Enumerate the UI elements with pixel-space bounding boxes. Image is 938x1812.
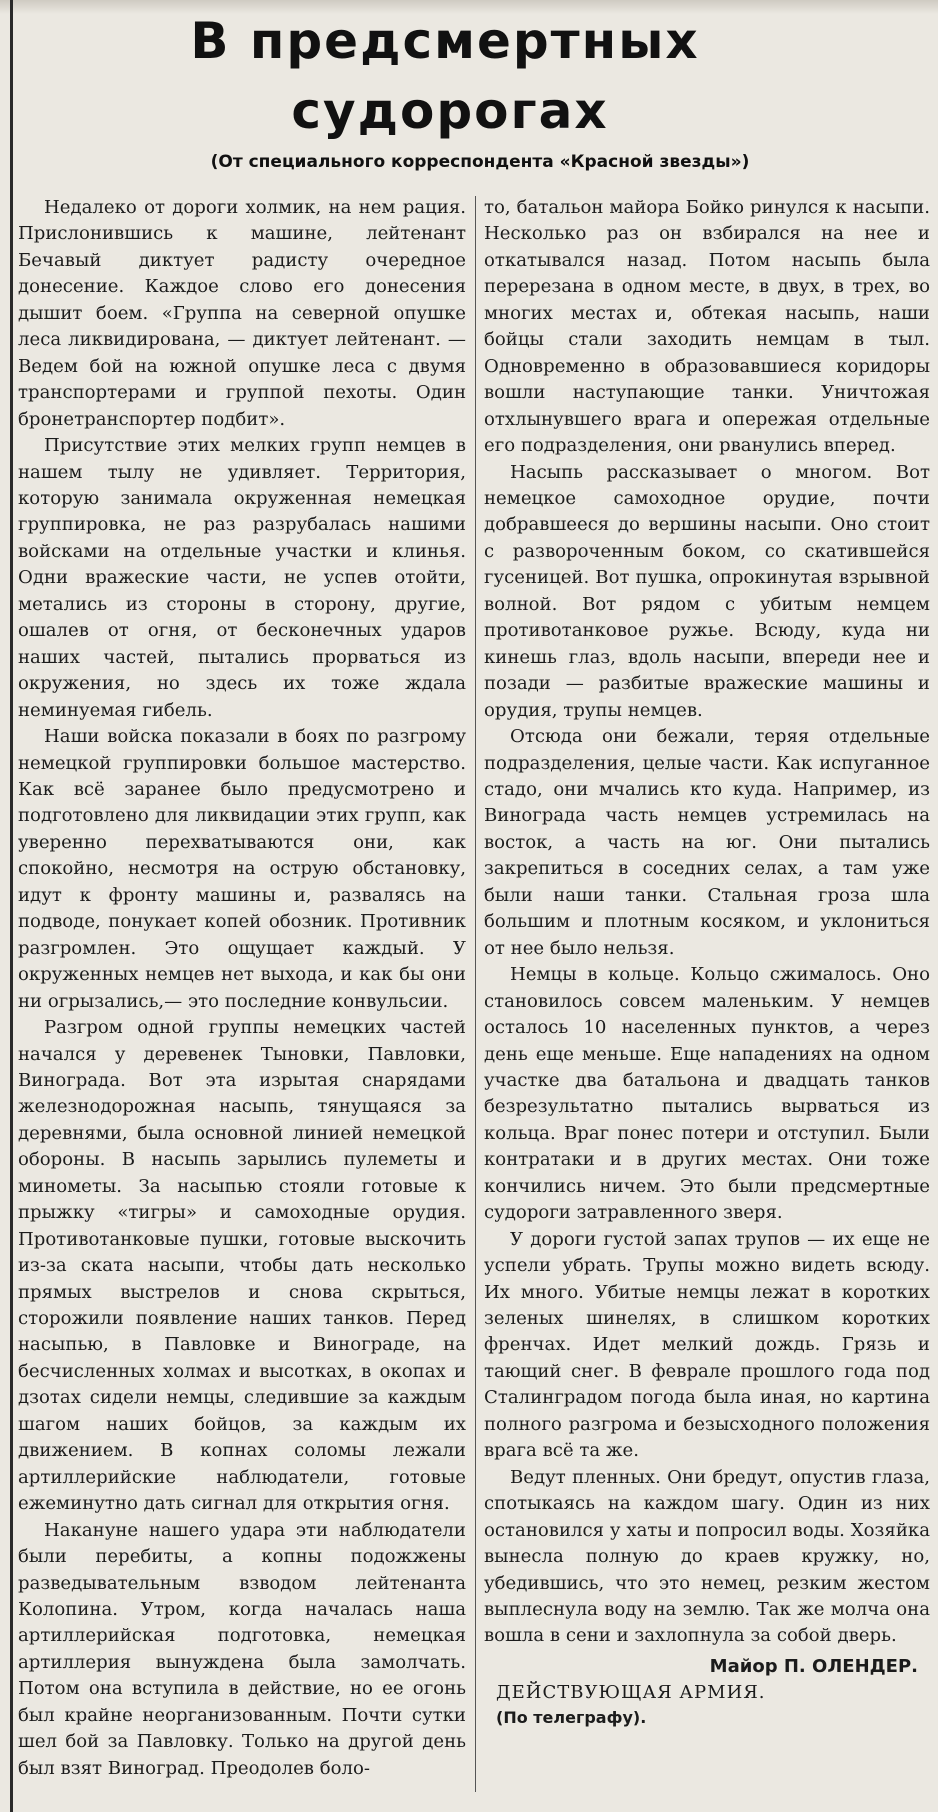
headline-line-2: судорогах <box>291 82 609 140</box>
paragraph: Отсюда они бежали, теряя отдельные подразделения, целые части. Как испуганное стадо, они мчались кто куда. Например, из Винограда часть немцев устремилась на восток, а часть на юг. Они пытались закрепиться в соседних селах, а там уже были наши танки. Стальная гроза шла большим и плотным косяком, и уклониться от нее было нельзя. <box>484 726 930 959</box>
article-headline <box>40 6 920 146</box>
paragraph: Присутствие этих мелких групп немцев в нашем тылу не удивляет. Территория, которую занимала окруженная немецкая группировка, не раз разрубалась нашими войсками на отдельные участки и клинья. Одни вражеские части, не успев отойти, метались из стороны в сторону, другие, ошалев от огня, от бесконечных ударов наших частей, пытались прорваться из окружения, но здесь их тоже ждала неминуемая гибель. <box>18 435 466 721</box>
article-byline: (От специального корреспондента «Красной звезды») <box>210 152 750 172</box>
left-text-column <box>18 195 466 1782</box>
paragraph: Накануне нашего удара эти наблюдатели были перебиты, а копны подожжены разведывательным взводом лейтенанта Колопина. Утром, когда началась наша артиллерийская подготовка, немецкая артиллерия вынуждена была замолчать. Потом она вступила в действие, но ее огонь был крайне неорганизованным. Почти сутки шел бой за Павловку. Только на другой день был взят Виноград. Преодолев боло- <box>18 1519 466 1779</box>
wire-note: (По телеграфу). <box>496 1707 647 1727</box>
paragraph: Наши войска показали в боях по разгрому немецкой группировки большое мастерство. Как всё заранее было предусмотрено и подготовлено для ликвидации этих групп, как уверенно перехватываются они, как спокойно, несмотря на острую обстановку, идут к фронту машины и, развалясь на подводе, понукает копей обозник. Противник разгромлен. Это ощущает каждый. У окруженных немцев нет выхода, и как бы они ни огрызались,— это последние конвульсии. <box>18 726 466 1012</box>
paragraph: Насыпь рассказывает о многом. Вот немецкое самоходное орудие, почти добравшееся до вершины насыпи. Оно стоит с развороченным боком, со скатившейся гусеницей. Вот пушка, опрокинутая взрывной волной. Вот рядом с убитым немцем противотанковое ружье. Всюду, куда ни кинешь глаз, вдоль насыпи, впереди нее и позади — разбитые вражеские машины и орудия, трупы немцев. <box>484 461 930 721</box>
paragraph: Разгром одной группы немецких частей начался у деревенек Тыновки, Павловки, Винограда. Вот эта изрытая снарядами железнодорожная насыпь, тянущаяся за деревнями, была основной линией немецкой обороны. В насыпь зарылись пулеметы и минометы. За насыпью стояли готовые к прыжку «тигры» и самоходные орудия. Противотанковые пушки, готовые выскочить из-за ската насыпи, чтобы дать несколько прямых выстрелов и снова скрыться, сторожили появление наших танков. Перед насыпью, в Павловке и Винограде, на бесчисленных холмах и высотках, в окопах и дзотах сидели немцы, следившие за каждым шагом наших бойцов, за каждым их движением. В копнах соломы лежали артиллерийские наблюдатели, готовые ежеминутно дать сигнал для открытия огня. <box>18 1017 466 1515</box>
paragraph: У дороги густой запах трупов — их еще не успели убрать. Трупы можно видеть всюду. Их много. Убитые немцы лежат в коротких зеленых шинелях, в слишком коротких френчах. Идет мелкий дождь. Грязь и тающий снег. В феврале прошлого года под Сталинградом погода была иная, но картина полного разгрома и безысходного положения врага всё та же. <box>484 1228 930 1462</box>
paragraph: Ведут пленных. Они бредут, опустив глаза, спотыкаясь на каждом шагу. Один из них остановился у хаты и попросил воды. Хозяйка вынесла полную до краев кружку, но, убедившись, что это немец, резким жестом выплеснула воду на землю. Так же молча она вошла в сени и захлопнула за собой дверь. <box>484 1466 930 1647</box>
column-divider <box>475 196 476 1792</box>
headline-line-1: В предсмертных <box>190 12 700 70</box>
left-column-rule <box>10 0 13 1812</box>
right-text-column <box>484 195 930 1730</box>
paragraph: Немцы в кольце. Кольцо сжималось. Оно становилось совсем маленьким. У немцев осталось 10 населенных пунктов, а через день еще меньше. Еще нападениях на одном участке два батальона и двадцать танков безрезультатно пытались вырваться из кольца. Враг понес потери и отступил. Были контратаки и в других местах. Они тоже кончились ничем. Это были предсмертные судороги затравленного зверя. <box>484 964 930 1224</box>
author-signature: Майор П. ОЛЕНДЕР. <box>709 1655 918 1677</box>
dateline-place: ДЕЙСТВУЮЩАЯ АРМИЯ. <box>496 1681 766 1703</box>
paragraph: Недалеко от дороги холмик, на нем рация. Прислонившись к машине, лейтенант Бечавый диктует радисту очередное донесение. Каждое слово его донесения дышит боем. «Группа на северной опушке леса ликвидирована, — диктует лейтенант. — Ведем бой на южной опушке леса с двумя транспортерами и группой пехоты. Один бронетранспортер подбит». <box>18 197 466 430</box>
paragraph: то, батальон майора Бойко ринулся к насыпи. Несколько раз он взбирался на нее и откатывался назад. Потом насыпь была перерезана в одном месте, в двух, в трех, во многих местах и, обтекая насыпь, наши бойцы стали заходить немцам в тыл. Одновременно в образовавшиеся коридоры вошли наступающие танки. Уничтожая отхлынувшего врага и опережая отдельные его подразделения, они рванулись вперед. <box>484 197 930 457</box>
